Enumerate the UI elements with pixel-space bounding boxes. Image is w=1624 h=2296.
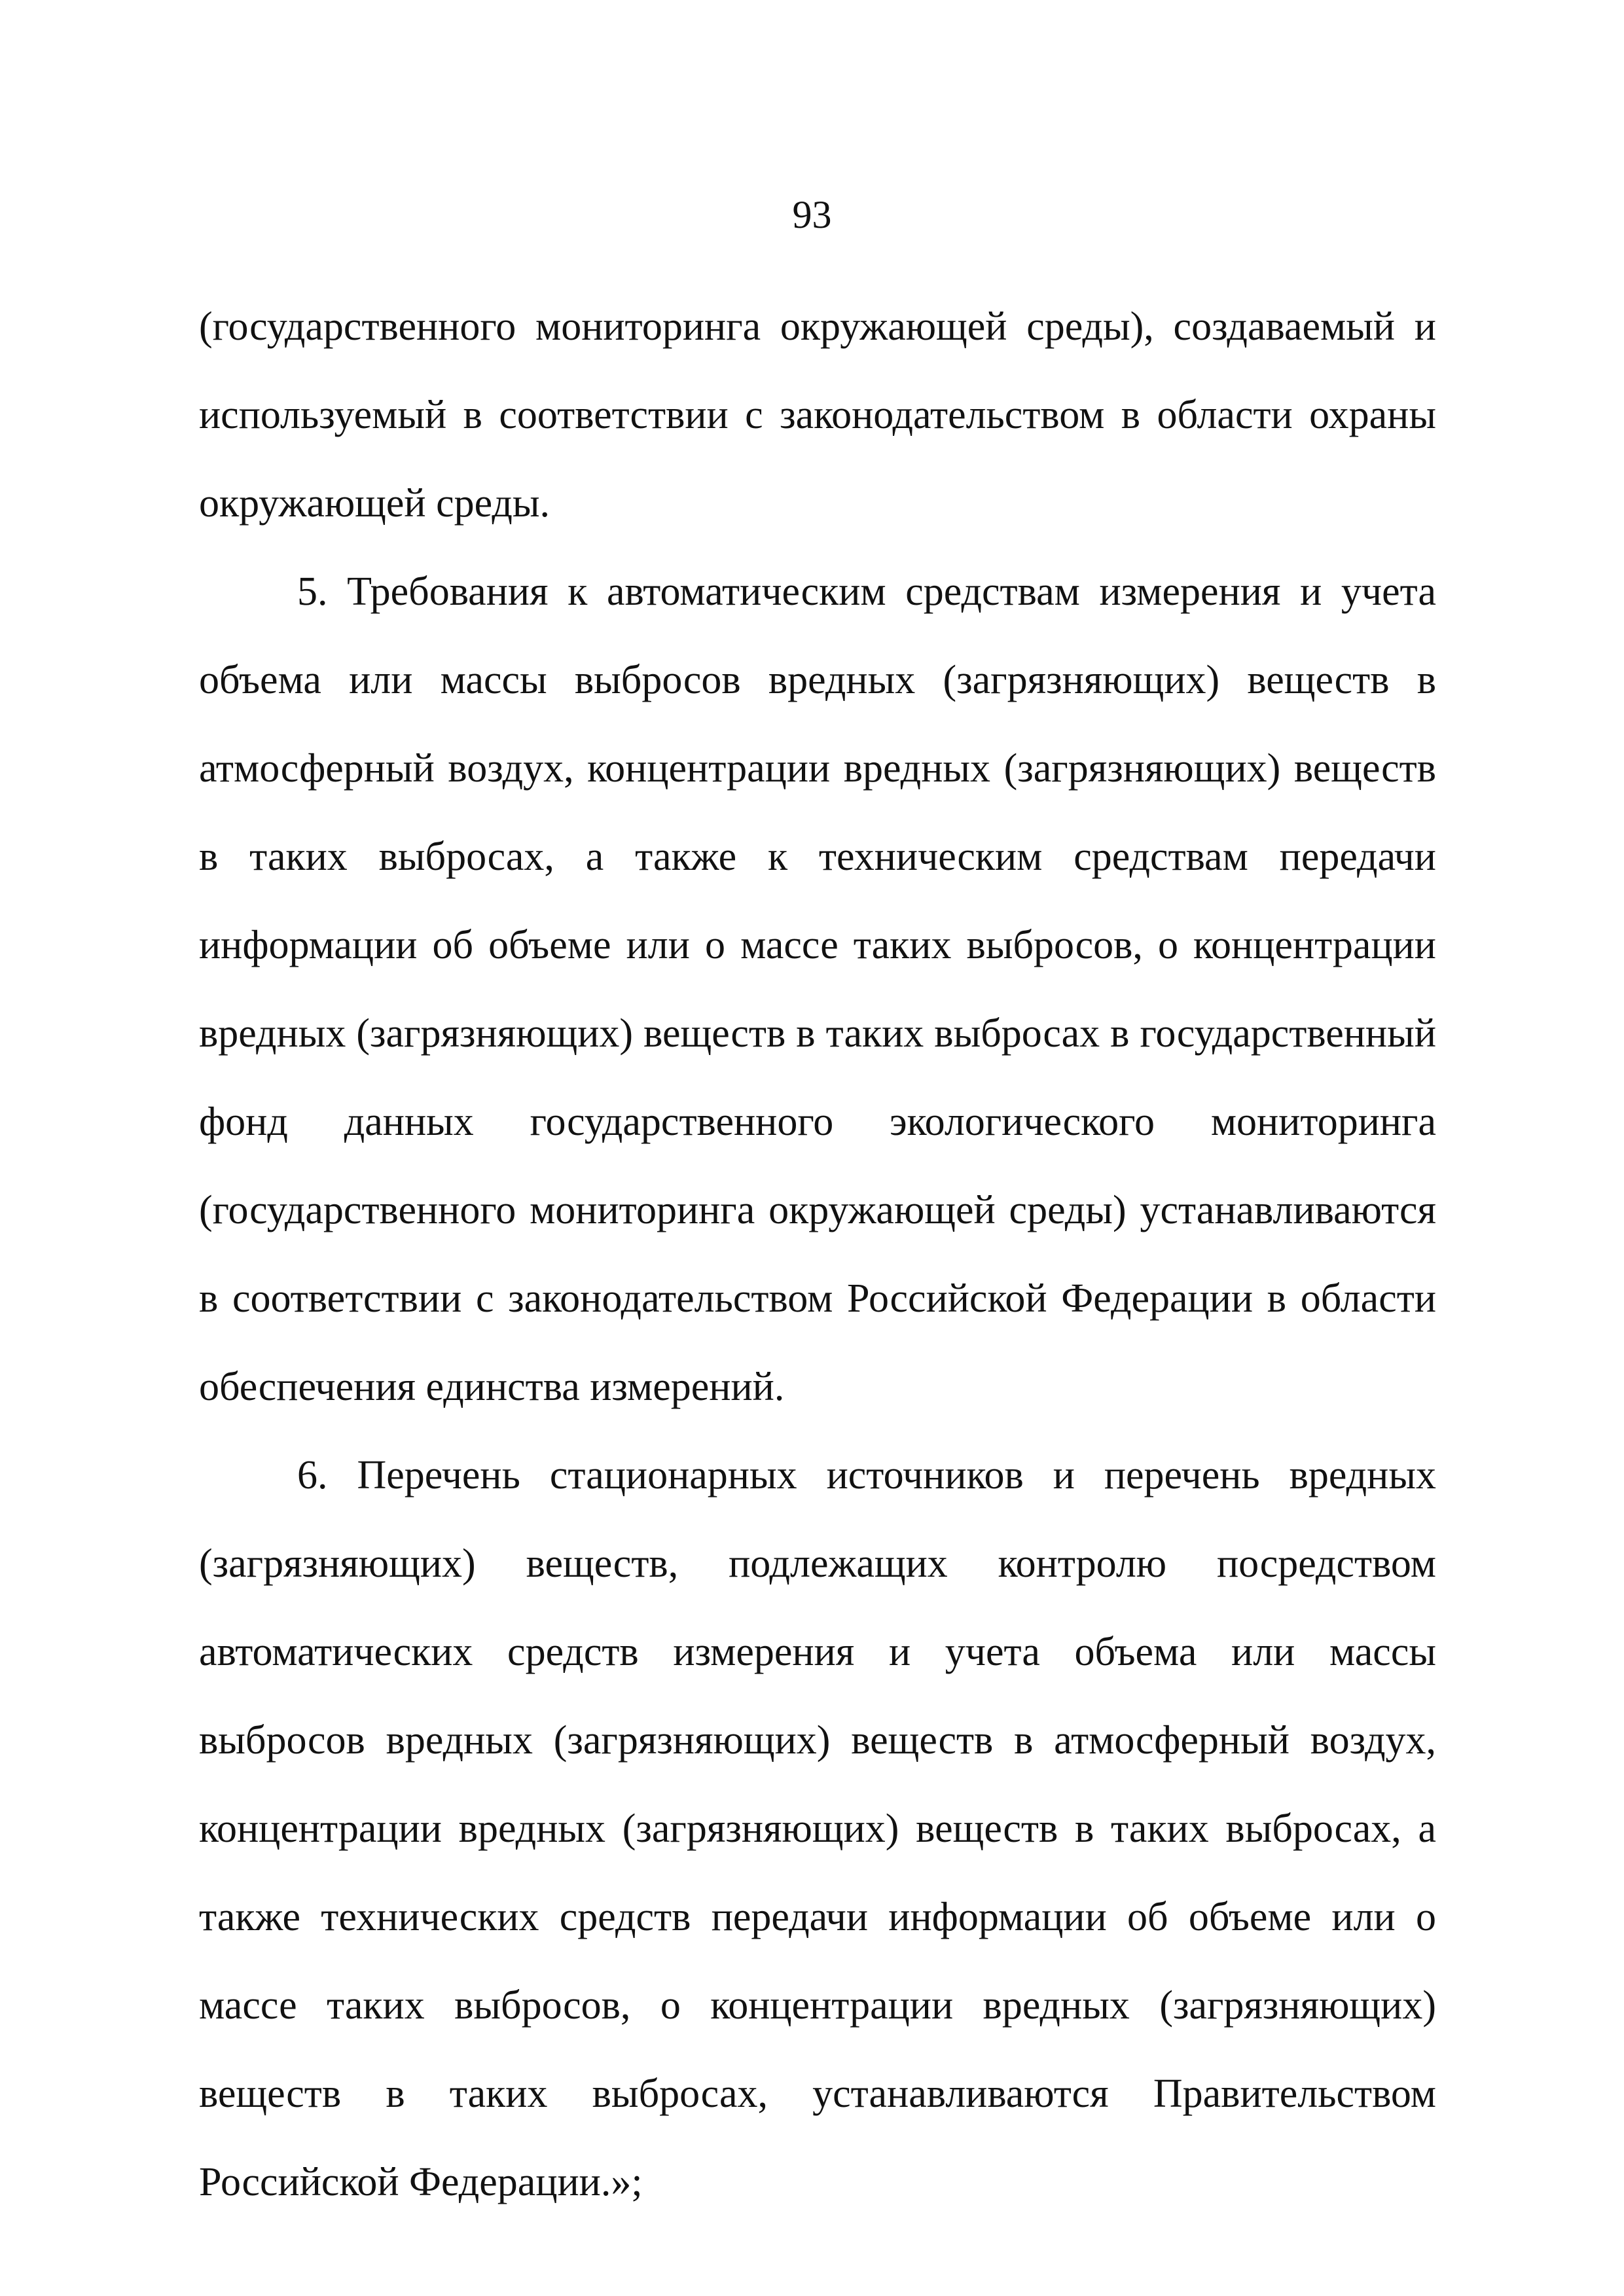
paragraph-item-6: 6. Перечень стационарных источников и перечень вредных (загрязняющих) веществ, подлежащих контролю посредством автоматических средств измерения и учета объема или массы выбросов вредных (загрязняющих) веществ в атмосферный воздух, концентрации вредных (загрязняющих) веществ в таких выбросах, а также технических средств передачи информации об объеме или о массе таких выбросов, о концентрации вредных (загрязняющих) веществ в таких выбросах, устанавливаются Правительством Российской Федерации.»; [199, 1453, 1436, 2204]
paragraph-continuation: (государственного мониторинга окружающей среды), создаваемый и используемый в соответствии с законодательством в области охраны окружающей среды. [199, 304, 1436, 526]
paragraph-item-5: 5. Требования к автоматическим средствам измерения и учета объема или массы выбросов вредных (загрязняющих) веществ в атмосферный воздух, концентрации вредных (загрязняющих) веществ в таких выбросах, а также к техническим средствам передачи информации об объеме или о массе таких выбросов, о концентрации вредных (загрязняющих) веществ в таких выбросах в государственный фонд данных государственного экологического мониторинга (государственного мониторинга окружающей среды) устанавливаются в соответствии с законодательством Российской Федерации в области обеспечения единства измерений. [199, 569, 1436, 1409]
document-body [199, 283, 1436, 2227]
page-number: 93 [792, 193, 832, 236]
